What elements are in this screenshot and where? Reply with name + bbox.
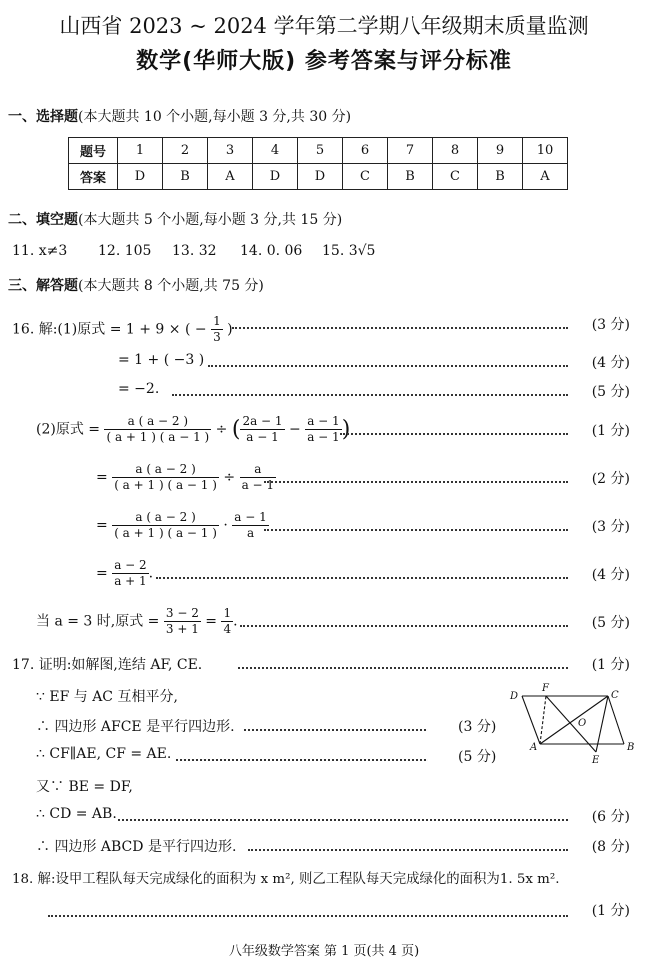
table-row-numbers [69,138,568,164]
label-a: A [530,742,538,753]
q17-line-7: ∴ 四边形 ABCD 是平行四边形. [36,839,237,855]
frac-den: a − 1 [307,430,340,444]
answer-14: 14. 0. 06 [240,243,303,259]
frac-num: a ( a − 2 ) [104,414,211,430]
score-label: (1 分) [591,903,630,919]
dotted-leader [48,915,568,917]
q17-line-3: ∴ 四边形 AFCE 是平行四边形. [36,719,235,735]
section-2-heading [8,209,342,229]
score-label: (4 分) [591,567,630,583]
frac-num: a − 1 [234,510,267,524]
q16-sign: − [194,321,207,338]
q16-lead-close: ) [227,321,233,338]
dotted-leader [118,819,568,821]
section-3-title: 三、解答题 [8,278,78,294]
answer-12: 12. 105 [98,243,152,259]
table-cell: 6 [343,138,388,164]
score-label: (3 分) [591,317,630,333]
score-label: (2 分) [591,471,630,487]
section-1-heading [8,106,351,126]
q16-part2-line-2 [96,462,276,493]
score-label: (5 分) [591,615,630,631]
table-cell: 5 [298,138,343,164]
segment-af-dashed [540,696,546,744]
fraction [240,462,276,493]
period: . [233,613,238,630]
paren-open: ( [231,417,241,442]
q16-line-2: = 1 + ( −3 ) [118,352,205,368]
q16-lead: 16. 解:(1)原式 = 1 + 9 × ( [12,321,191,338]
divide-sign: ÷ [223,469,236,486]
label-o: O [578,718,587,729]
q17-line-4: ∴ CF∥AE, CF = AE. [36,746,172,762]
dotted-leader [240,625,568,627]
table-cell: C [433,164,478,190]
frac-den: ( a + 1 ) ( a − 1 ) [114,478,217,492]
frac-num: a ( a − 2 ) [112,510,219,526]
minus-sign: − [289,421,301,438]
equals-sign: = [96,517,108,534]
geometry-figure [506,680,636,766]
label-d: D [510,691,519,702]
document-title: 山西省 2023 ~ 2024 学年第二学期八年级期末质量监测 [59,14,589,38]
q17-line-5: 又∵ BE = DF, [36,779,133,795]
fraction-one-third [211,314,223,345]
row-label-answer: 答案 [69,164,118,190]
q16-part2-lead: (2)原式 = [36,421,101,438]
table-cell: B [388,164,433,190]
dotted-leader [232,327,568,329]
fraction [221,606,233,637]
frac-den: 4 [223,622,232,636]
q17-line-6: ∴ CD = AB. [36,806,117,822]
section-2-note: (本大题共 5 个小题,每小题 3 分,共 15 分) [78,212,343,228]
table-row-answers [69,164,568,190]
table-cell: A [523,164,568,190]
dotted-leader [238,667,568,669]
q17-line-2: ∵ EF 与 AC 互相平分, [36,689,178,705]
fraction [112,510,219,541]
score-label: (3 分) [458,719,497,735]
q16-line-3: = −2. [118,381,160,397]
table-cell: D [298,164,343,190]
q16-part2-line-5 [36,606,238,637]
section-3-heading [8,275,264,295]
table-cell: A [208,164,253,190]
answer-table [68,137,568,190]
score-label: (4 分) [591,355,630,371]
score-label: (1 分) [591,423,630,439]
section-1-note: (本大题共 10 个小题,每小题 3 分,共 30 分) [78,109,352,125]
multiply-sign: · [223,517,228,534]
dotted-leader [340,433,568,435]
period: . [148,565,154,582]
equals-sign: = [96,469,108,486]
frac-num: 3 − 2 [165,606,199,620]
table-cell: 9 [478,138,523,164]
q16-part2-line-1 [36,414,350,445]
table-cell: 4 [253,138,298,164]
frac-num: a ( a − 2 ) [112,462,219,478]
score-label: (8 分) [591,839,630,855]
dotted-leader [176,759,426,761]
table-cell: D [118,164,163,190]
q17-line-1: 17. 证明:如解图,连结 AF, CE. [12,657,203,673]
table-cell: 10 [523,138,568,164]
label-c: C [611,690,619,701]
fraction [232,510,268,541]
equals-sign: = [205,613,218,630]
table-cell: C [343,164,388,190]
answer-11: 11. x≠3 [12,243,68,259]
fraction [305,414,341,445]
segment-da [522,696,540,744]
fraction [240,414,284,445]
dotted-leader [208,365,568,367]
label-f: F [542,683,549,694]
table-cell: 3 [208,138,253,164]
dotted-leader [264,481,568,483]
frac-num: 2a − 1 [242,414,283,428]
frac-num: a [240,462,276,478]
paren-close: ) [341,417,351,442]
dotted-leader [244,729,426,731]
frac-den: a + 1 [114,574,147,588]
frac-den: ( a + 1 ) ( a − 1 ) [106,430,210,444]
table-cell: 1 [118,138,163,164]
q18-line-1: 18. 解:设甲工程队每天完成绿化的面积为 x m², 则乙工程队每天完成绿化的面积为1. 5x m². [12,872,560,887]
frac-den: 3 [213,330,221,344]
table-cell: 8 [433,138,478,164]
fraction [164,606,201,637]
frac-den: a − 1 [241,478,275,492]
answer-15: 15. 3√5 [322,243,376,259]
label-b: B [627,742,635,753]
section-3-note: (本大题共 8 个小题,共 75 分) [78,278,264,294]
label-e: E [592,755,600,766]
dotted-leader [248,849,568,851]
dotted-leader [264,529,568,531]
q16-line-1 [12,314,233,345]
segment-cb [608,696,624,744]
score-label: (5 分) [458,749,497,765]
score-label: (5 分) [591,384,630,400]
frac-den: ( a + 1 ) ( a − 1 ) [114,526,217,540]
table-cell: D [253,164,298,190]
segment-ac [540,696,608,744]
score-label: (6 分) [591,809,630,825]
page-footer: 八年级数学答案 第 1 页(共 4 页) [228,944,420,959]
score-label: (1 分) [591,657,630,673]
q16-part2-line-3 [96,510,269,541]
section-1-title: 一、选择题 [8,109,78,125]
table-cell: 7 [388,138,433,164]
dotted-leader [172,394,568,396]
frac-den: a − 1 [246,430,279,444]
frac-den: 3 + 1 [165,622,199,636]
fraction [104,414,211,445]
frac-num: 1 [223,606,232,620]
answer-13: 13. 32 [172,243,217,259]
table-cell: B [163,164,208,190]
score-label: (3 分) [591,519,630,535]
fraction [112,558,148,589]
divide-sign: ÷ [215,421,228,438]
fraction [112,462,219,493]
frac-num: a − 1 [307,414,340,428]
equals-sign: = [96,565,108,582]
table-cell: B [478,164,523,190]
frac-den: a [246,526,255,540]
table-cell: 2 [163,138,208,164]
dotted-leader [156,577,568,579]
q16-part2-line-4 [96,558,153,589]
section-2-title: 二、填空题 [8,212,78,228]
row-label-number: 题号 [69,138,118,164]
evaluation-text: 当 a = 3 时,原式 = [36,613,160,630]
frac-num: 1 [213,314,221,328]
document-subtitle: 数学(华师大版) 参考答案与评分标准 [136,49,512,74]
frac-num: a − 2 [114,558,147,572]
